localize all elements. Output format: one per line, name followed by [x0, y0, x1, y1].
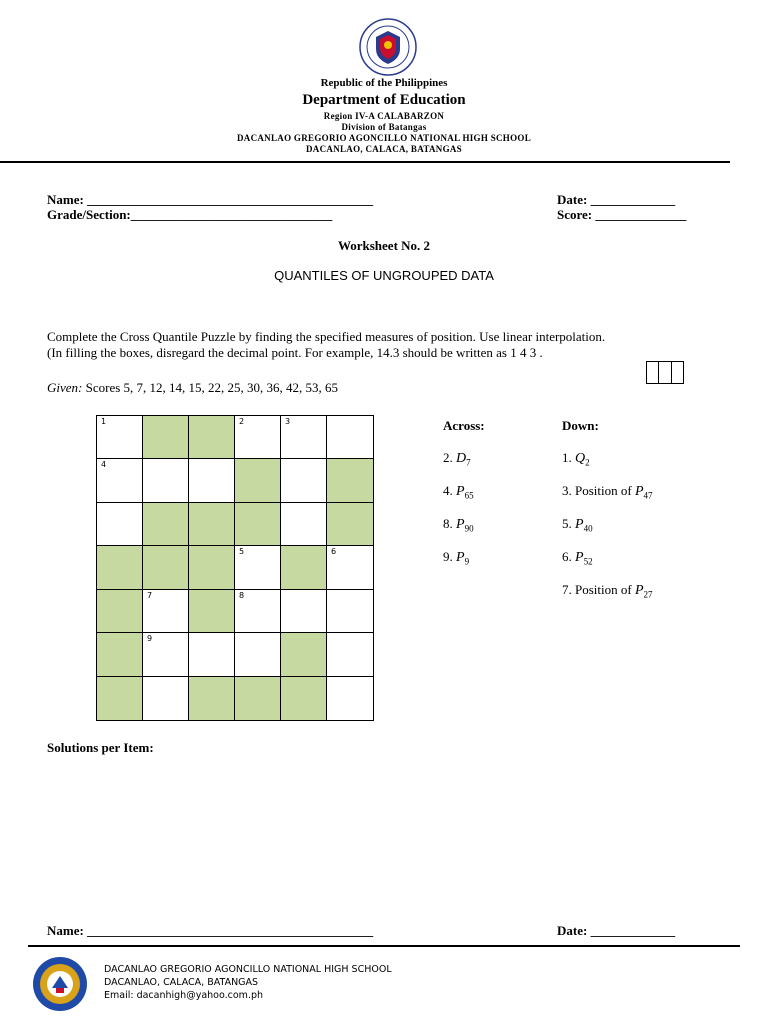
clue-number: 5 [239, 547, 245, 557]
answer-cell[interactable] [235, 416, 281, 459]
answer-cell[interactable] [97, 503, 143, 546]
footer-email: Email: dacanhigh@yahoo.com.ph [104, 990, 264, 1001]
header-department: Department of Education [302, 92, 466, 108]
answer-cell[interactable] [143, 633, 189, 676]
shaded-cell [189, 546, 235, 589]
shaded-cell [281, 546, 327, 589]
answer-cell[interactable] [281, 503, 327, 546]
header-divider [0, 161, 730, 163]
answer-cell[interactable] [235, 546, 281, 589]
shaded-cell [235, 459, 281, 502]
shaded-cell [189, 503, 235, 546]
clue-item: 4. $P_{65}$ [443, 483, 474, 501]
shaded-cell [281, 633, 327, 676]
shaded-cell [143, 546, 189, 589]
clue-item: 5. $P_{40}$ [562, 516, 593, 534]
shaded-cell [97, 546, 143, 589]
down-title: Down: [562, 418, 599, 433]
clue-item: 2. $D_7$ [443, 450, 471, 468]
bottom-date-field[interactable]: Date: _____________ [557, 923, 676, 938]
answer-cell[interactable] [327, 633, 373, 676]
shaded-cell [327, 503, 373, 546]
answer-cell[interactable] [235, 590, 281, 633]
answer-cell[interactable] [327, 416, 373, 459]
shaded-cell [143, 503, 189, 546]
footer-divider [28, 945, 740, 947]
clue-number: 7 [147, 590, 153, 600]
school-logo [32, 956, 88, 1012]
header-region: Region IV-A CALABARZON [323, 111, 445, 121]
answer-cell[interactable] [143, 677, 189, 720]
header-address: DACANLAO, CALACA, BATANGAS [306, 144, 462, 154]
bottom-name-field[interactable]: Name: ____________________________________________ [47, 923, 374, 938]
footer-info [104, 963, 392, 1002]
solutions-label: Solutions per Item: [47, 740, 154, 755]
date-field[interactable]: Date: _____________ [557, 192, 676, 207]
shaded-cell [97, 633, 143, 676]
given-line [47, 380, 338, 396]
answer-cell[interactable] [281, 459, 327, 502]
header-division: Division of Batangas [341, 122, 427, 132]
clue-item: 1. $Q_2$ [562, 450, 590, 468]
answer-cell[interactable] [235, 633, 281, 676]
clue-number: 4 [101, 460, 107, 470]
clue-item: 6. $P_{52}$ [562, 549, 593, 567]
answer-cell[interactable] [143, 590, 189, 633]
deped-seal-logo [359, 18, 417, 76]
answer-cell[interactable] [327, 546, 373, 589]
shaded-cell [189, 677, 235, 720]
given-scores: Scores 5, 7, 12, 14, 15, 22, 25, 30, 36, 42, 53, 65 [82, 380, 339, 395]
answer-cell[interactable] [189, 633, 235, 676]
worksheet-title: QUANTILES OF UNGROUPED DATA [274, 268, 494, 283]
name-field[interactable]: Name: ____________________________________________ [47, 192, 374, 207]
across-title: Across: [443, 418, 485, 433]
answer-cell[interactable] [97, 459, 143, 502]
answer-cell[interactable] [143, 459, 189, 502]
clue-item: 8. $P_{90}$ [443, 516, 474, 534]
clue-item: 3. Position of $P_{47}$ [562, 483, 653, 501]
answer-cell[interactable] [281, 590, 327, 633]
shaded-cell [327, 459, 373, 502]
clue-item: 9. $P_9$ [443, 549, 470, 567]
header-school: DACANLAO GREGORIO AGONCILLO NATIONAL HIGH SCHOOL [236, 133, 532, 143]
shaded-cell [97, 590, 143, 633]
answer-cell[interactable] [327, 677, 373, 720]
shaded-cell [281, 677, 327, 720]
shaded-cell [235, 677, 281, 720]
answer-cell[interactable] [281, 416, 327, 459]
score-field[interactable]: Score: ______________ [557, 207, 687, 222]
instruction-line-1: Complete the Cross Quantile Puzzle by finding the specified measures of position. Use linear interpolation. [47, 329, 606, 344]
answer-cell[interactable] [189, 459, 235, 502]
footer-address: DACANLAO, CALACA, BATANGAS [104, 977, 259, 988]
crossword-grid [96, 415, 374, 721]
instruction-line-2: (In filling the boxes, disregard the decimal point. For example, 14.3 should be written as 1 4 3 . [47, 345, 543, 360]
shaded-cell [235, 503, 281, 546]
clue-item: 7. Position of $P_{27}$ [562, 582, 653, 600]
footer-school: DACANLAO GREGORIO AGONCILLO NATIONAL HIGH SCHOOL [104, 964, 392, 975]
clue-number: 6 [331, 547, 337, 557]
answer-cell[interactable] [97, 416, 143, 459]
shaded-cell [189, 590, 235, 633]
shaded-cell [97, 677, 143, 720]
given-label: Given: [47, 380, 83, 395]
clue-number: 9 [147, 634, 153, 644]
shaded-cell [189, 416, 235, 459]
clue-number: 8 [239, 590, 245, 600]
worksheet-number: Worksheet No. 2 [337, 238, 431, 253]
clue-number: 3 [285, 417, 291, 426]
example-answer-boxes [646, 361, 684, 384]
clue-number: 2 [239, 417, 245, 426]
grade-section-field[interactable]: Grade/Section:_______________________________ [47, 207, 333, 222]
answer-cell[interactable] [327, 590, 373, 633]
shaded-cell [143, 416, 189, 459]
header-republic: Republic of the Philippines [320, 77, 448, 89]
clue-number: 1 [101, 417, 107, 426]
